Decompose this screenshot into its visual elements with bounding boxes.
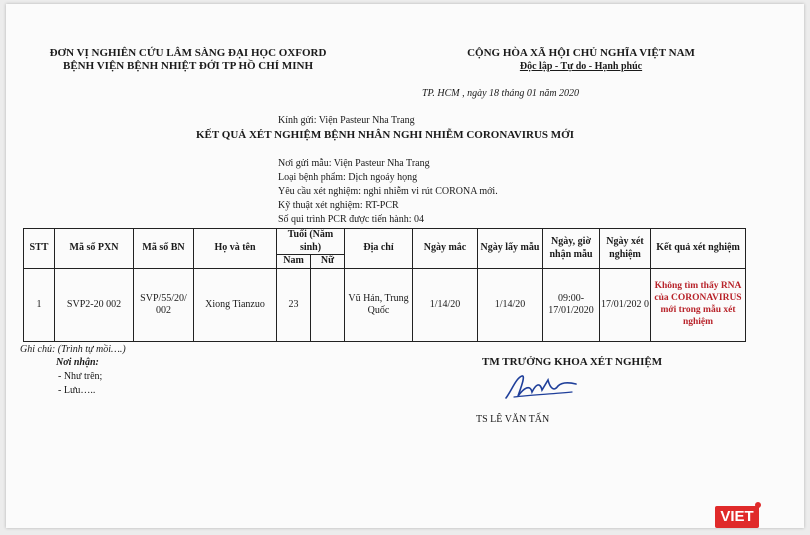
col-header-patient-id: Mã số BN xyxy=(134,229,194,269)
col-header-name: Họ và tên xyxy=(194,229,277,269)
viet-watermark-badge xyxy=(715,506,759,528)
col-header-age: Tuổi (Năm sinh) xyxy=(277,229,345,255)
info-request: Yêu cầu xét nghiệm: nghi nhiễm vi rút CORONA mới. xyxy=(278,186,498,197)
cell-received: 09:00- 17/01/2020 xyxy=(543,269,600,342)
document-page xyxy=(6,4,804,528)
cell-age-female xyxy=(311,269,345,342)
results-table xyxy=(23,228,746,342)
col-header-onset-date: Ngày mắc xyxy=(413,229,478,269)
col-header-received: Ngày, giờ nhận mẫu xyxy=(543,229,600,269)
signer-title: TM TRƯỞNG KHOA XÉT NGHIỆM xyxy=(482,356,663,368)
date-line: TP. HCM , ngày 18 tháng 01 năm 2020 xyxy=(422,88,580,99)
info-technique: Kỹ thuật xét nghiệm: RT-PCR xyxy=(278,200,399,211)
cell-sample-date: 1/14/20 xyxy=(478,269,543,342)
motto-wrap xyxy=(456,61,706,72)
col-header-sample-date: Ngày lấy mẫu xyxy=(478,229,543,269)
col-header-result: Kết quả xét nghiệm xyxy=(651,229,746,269)
badge-dot xyxy=(755,502,761,508)
recipient-item: - Như trên; xyxy=(58,371,103,382)
document-title: KẾT QUẢ XÉT NGHIỆM BỆNH NHÂN NGHI NHIỄM CORONAVIRUS MỚI xyxy=(196,129,575,141)
table-header-row xyxy=(24,229,746,255)
cell-stt: 1 xyxy=(24,269,55,342)
cell-result: Không tìm thấy RNA của CORONAVIRUS mới trong mẫu xét nghiệm xyxy=(651,269,746,342)
signature-image xyxy=(502,370,582,404)
cell-age-male: 23 xyxy=(277,269,311,342)
cell-lab-id: SVP2-20 002 xyxy=(55,269,134,342)
info-specimen: Loại bệnh phẩm: Dịch ngoáy họng xyxy=(278,172,418,183)
cell-name: Xiong Tianzuo xyxy=(194,269,277,342)
signer-name: TS LÊ VĂN TẤN xyxy=(476,414,550,425)
recipients-label: Nơi nhận: xyxy=(56,357,99,368)
col-header-female: Nữ xyxy=(311,255,345,269)
signature-underline xyxy=(514,392,572,397)
col-header-address: Địa chỉ xyxy=(345,229,413,269)
table-row xyxy=(24,269,746,342)
country-heading: CỘNG HÒA XÃ HỘI CHỦ NGHĨA VIỆT NAM xyxy=(467,47,695,59)
cell-test-date: 17/01/202 0 xyxy=(600,269,651,342)
recipient-line: Kính gửi: Viện Pasteur Nha Trang xyxy=(278,115,415,126)
hospital-name: BỆNH VIỆN BỆNH NHIỆT ĐỚI TP HỒ CHÍ MINH xyxy=(63,60,313,72)
org-name: ĐƠN VỊ NGHIÊN CỨU LÂM SÀNG ĐẠI HỌC OXFORD xyxy=(49,47,327,59)
info-pcr-number: Số qui trình PCR được tiến hành: 04 xyxy=(278,214,424,225)
col-header-male: Nam xyxy=(277,255,311,269)
col-header-stt: STT xyxy=(24,229,55,269)
cell-patient-id: SVP/55/20/ 002 xyxy=(134,269,194,342)
note-line: Ghi chú: (Trình tự mồi….) xyxy=(20,344,126,355)
col-header-lab-id: Mã số PXN xyxy=(55,229,134,269)
watermark-text: VIET xyxy=(720,508,754,525)
info-sender: Nơi gửi mẫu: Viện Pasteur Nha Trang xyxy=(278,158,430,169)
col-header-test-date: Ngày xét nghiệm xyxy=(600,229,651,269)
cell-onset-date: 1/14/20 xyxy=(413,269,478,342)
cell-address: Vũ Hán, Trung Quốc xyxy=(345,269,413,342)
national-motto: Độc lập - Tự do - Hạnh phúc xyxy=(519,61,643,72)
recipient-item: - Lưu….. xyxy=(58,385,96,396)
